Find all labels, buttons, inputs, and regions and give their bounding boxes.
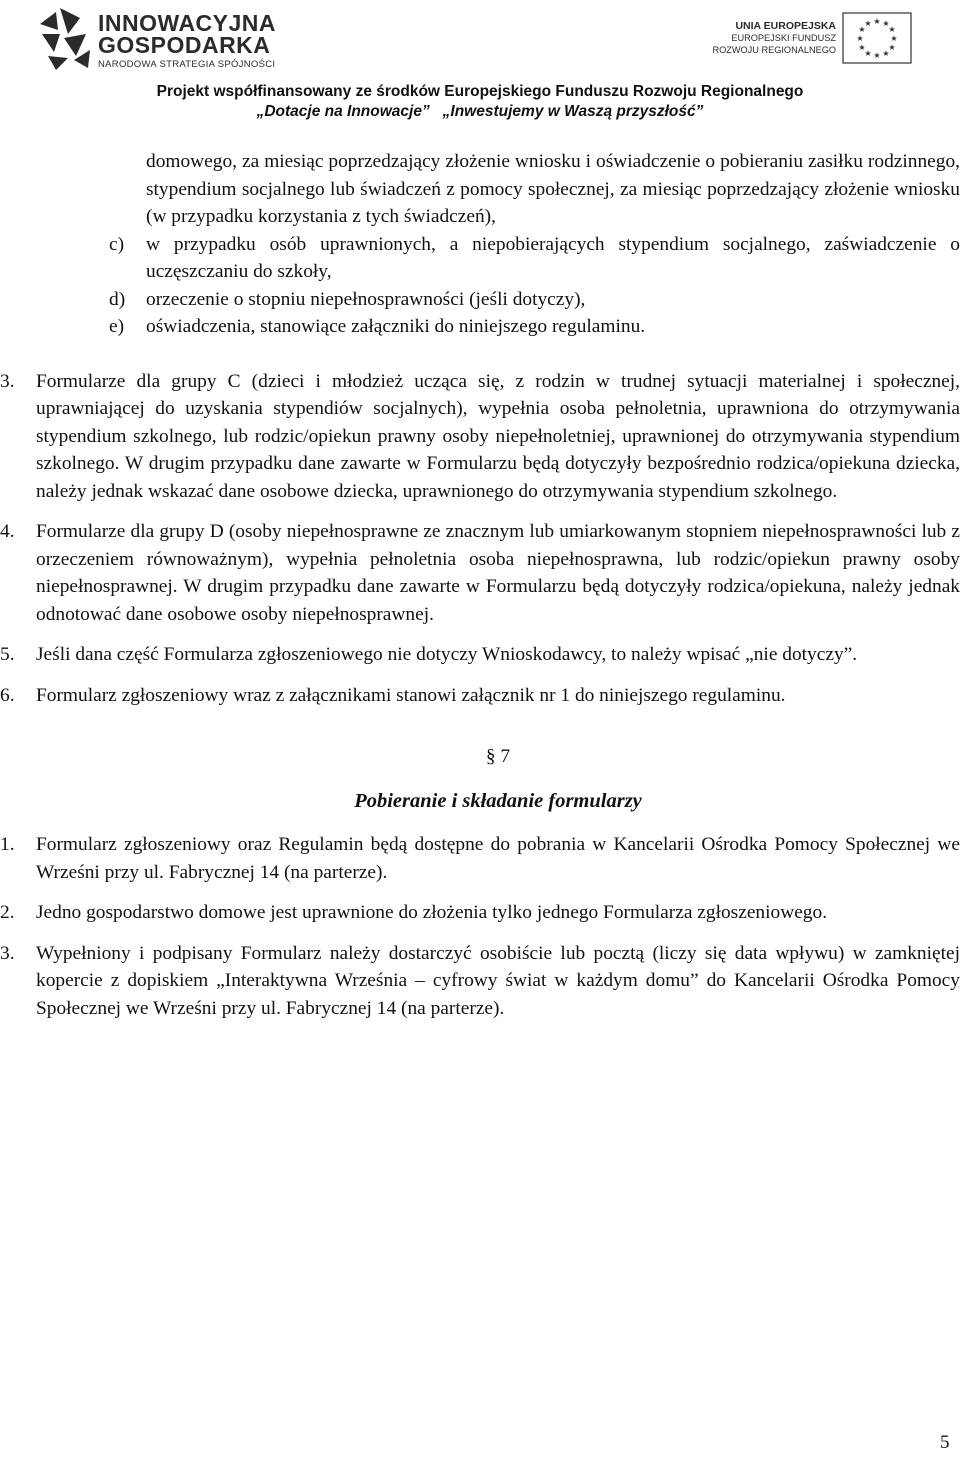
logo-emblem-icon	[34, 4, 94, 72]
svg-text:★: ★	[856, 34, 864, 43]
list-item-label: d)	[109, 288, 126, 310]
paragraph-text: Formularz zgłoszeniowy wraz z załącznikami stanowi załącznik nr 1 do niniejszego regulaminu.	[36, 684, 786, 706]
eu-logo	[712, 12, 922, 72]
numbered-paragraph	[0, 641, 960, 669]
innowacyjna-gospodarka-logo	[34, 4, 277, 74]
logo-line-1: INNOWACYJNA	[98, 10, 277, 36]
svg-text:★: ★	[864, 19, 872, 28]
paragraph-number: 2.	[0, 902, 15, 923]
paragraph-number: 5.	[0, 644, 15, 665]
svg-text:★: ★	[888, 43, 896, 52]
paragraph-number: 3.	[0, 942, 15, 964]
svg-text:★: ★	[864, 49, 872, 58]
svg-text:★: ★	[890, 34, 898, 43]
numbered-paragraph	[0, 682, 960, 710]
document-body	[0, 148, 960, 1022]
paragraph-number: 4.	[0, 521, 15, 542]
section-number: § 7	[485, 746, 511, 767]
svg-text:★: ★	[858, 25, 866, 34]
numbered-paragraph	[0, 899, 960, 927]
logo-line-2: GOSPODARKA	[98, 32, 271, 58]
eu-logo-line-1: UNIA EUROPEJSKA	[735, 20, 836, 32]
list-item-label: c)	[109, 233, 125, 255]
svg-text:★: ★	[873, 17, 881, 26]
paragraph-text: Formularz zgłoszeniowy oraz Regulamin będą dostępne do pobrania w Kancelarii Ośrodka Pomocy Społecznej we Wrześni przy ul. Fabrycznej 14 (na parterze).	[36, 834, 960, 883]
paragraph-number: 1.	[0, 834, 15, 855]
paragraph-number: 6.	[0, 684, 15, 706]
page-number: 5	[940, 1432, 950, 1453]
list-item	[36, 286, 960, 314]
paragraph-text: Wypełniony i podpisany Formularz należy dostarczyć osobiście lub pocztą (liczy się data wpływu) w zamkniętej kopercie z dopiskiem „Interaktywna Września – cyfrowy świat w każdym domu” do Kancelarii Ośrodka Pomocy Społecznej we Wrześni przy ul. Fabrycznej 14 (na parterze).	[36, 942, 960, 1019]
numbered-paragraph	[0, 940, 960, 1023]
paragraph-number: 3.	[0, 370, 15, 392]
svg-text:★: ★	[873, 51, 881, 60]
svg-text:★: ★	[882, 19, 890, 28]
slogan-2: „Inwestujemy w Waszą przyszłość”	[442, 103, 704, 120]
eu-flag-icon	[842, 12, 912, 64]
slogan-1: „Dotacje na Innowacje”	[256, 103, 430, 120]
svg-text:★: ★	[858, 43, 866, 52]
intro-continuation: domowego, za miesiąc poprzedzający złożenie wniosku i oświadczenie o pobieraniu zasiłku rodzinnego, stypendium socjalnego lub świadczeń z pomocy społecznej, za miesiąc poprzedzający złożenie wniosku (w przypadku korzystania z tych świadczeń),	[146, 151, 960, 227]
project-cofinancing-line: Projekt współfinansowany ze środków Europejskiego Funduszu Rozwoju Regionalnego	[156, 83, 804, 100]
eu-logo-line-3: ROZWOJU REGIONALNEGO	[712, 45, 836, 55]
section-title: Pobieranie i składanie formularzy	[354, 790, 642, 812]
svg-text:★: ★	[888, 25, 896, 34]
eu-logo-line-2: EUROPEJSKI FUNDUSZ	[731, 33, 836, 43]
list-item	[36, 231, 960, 286]
paragraph-text: Jedno gospodarstwo domowe jest uprawnione do złożenia tylko jednego Formularza zgłoszeniowego.	[36, 902, 828, 923]
numbered-paragraph	[0, 518, 960, 628]
list-item-text: oświadczenia, stanowiące załączniki do niniejszego regulaminu.	[146, 316, 646, 337]
svg-text:★: ★	[882, 49, 890, 58]
list-item-label: e)	[109, 316, 125, 337]
numbered-paragraph	[0, 368, 960, 506]
logo-line-3: NARODOWA STRATEGIA SPÓJNOŚCI	[98, 59, 276, 70]
list-item-text: w przypadku osób uprawnionych, a niepobierających stypendium socjalnego, zaświadczenie o uczęszczaniu do szkoły,	[146, 233, 960, 282]
paragraph-text: Jeśli dana część Formularza zgłoszeniowego nie dotyczy Wnioskodawcy, to należy wpisać „nie dotyczy”.	[36, 644, 858, 665]
paragraph-text: Formularze dla grupy C (dzieci i młodzież ucząca się, z rodzin w trudnej sytuacji materialnej i społecznej, uprawniającej do uzyskania stypendiów socjalnych), wypełnia osoba pełnoletnia, uprawniona do otrzymywania stypendium szkolnego, lub rodzic/opiekun prawny osoby niepełnoletniej, uprawnionej do otrzymywania stypendium szkolnego. W drugim przypadku dane zawarte w Formularzu będą dotyczyły bezpośrednio rodzica/opiekuna dziecka, należy jednak wskazać dane osobowe dziecka, uprawnionego do otrzymywania stypendium szkolnego.	[36, 370, 960, 502]
numbered-paragraph	[0, 831, 960, 886]
list-item	[36, 313, 960, 341]
list-item-text: orzeczenie o stopniu niepełnosprawności (jeśli dotyczy),	[146, 288, 586, 310]
project-slogans	[0, 102, 960, 122]
page-header	[0, 0, 960, 130]
paragraph-text: Formularze dla grupy D (osoby niepełnosprawne ze znacznym lub umiarkowanym stopniem niepełnosprawności lub z orzeczeniem równoważnym), wypełnia pełnoletnia osoba niepełnosprawna, lub rodzic/opiekun prawny osoby niepełnosprawnej. W drugim przypadku dane zawarte w Formularzu będą dotyczyły rodzica/opiekuna, należy jednak odnotować dane osobowe osoby niepełnosprawnej.	[36, 521, 960, 625]
